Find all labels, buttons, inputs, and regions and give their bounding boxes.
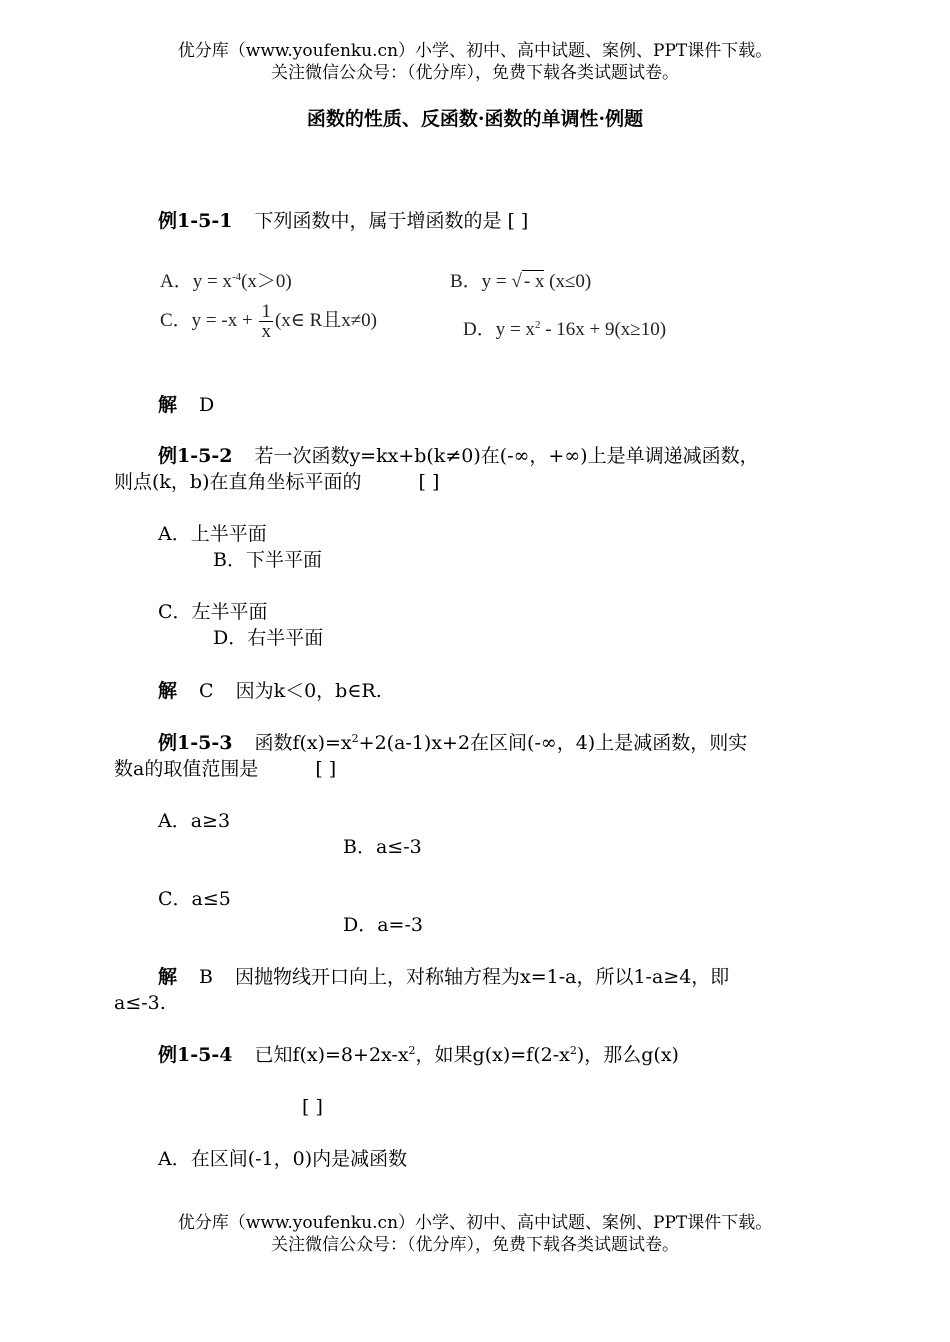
example-2-option-b: B．下半平面 [213, 549, 322, 571]
example-2-question-line-2: 则点(k，b)在直角坐标平面的 [ ] [114, 471, 440, 493]
footer-line-1: 优分库（www.youfenku.cn）小学、初中、高中试题、案例、PPT课件下载。 [177, 1213, 773, 1233]
page-title: 函数的性质、反函数·函数的单调性·例题 [306, 108, 644, 130]
example-3-option-a: A．a≥3 [158, 810, 231, 832]
header-line-1: 优分库（www.youfenku.cn）小学、初中、高中试题、案例、PPT课件下载。 [177, 41, 773, 61]
example-1-question [158, 208, 528, 234]
example-2-option-d: D．右半平面 [213, 627, 324, 649]
fraction: $\frac{1}{x}$ [261, 301, 271, 342]
example-1-label: 例1-5-1 [158, 210, 233, 232]
example-3-question-line-2: 数a的取值范围是 [ ] [114, 758, 337, 780]
example-1-option-c: C．y = -x + $\frac{1}{x}$ (x∈ R且x≠0) [160, 301, 378, 342]
example-1-option-a: A．$y = x^{-4}(x>0)$ [160, 271, 292, 292]
example-1-answer: 解 D [158, 394, 215, 416]
example-2-option-a: A．上半平面 [158, 523, 267, 545]
example-4-question: 例1-5-4 已知$f(x)=8+2x-x^2$，如果$g(x)=f(2-x^2)$，那么g(x) [158, 1044, 679, 1066]
example-3-answer-line-2: a≤-3. [114, 992, 166, 1014]
example-3-label: 例1-5-3 [158, 732, 233, 754]
header-line-2: 关注微信公众号：（优分库），免费下载各类试题试卷。 [271, 63, 679, 83]
footer-line-2: 关注微信公众号：（优分库），免费下载各类试题试卷。 [271, 1235, 679, 1255]
example-2-answer: 解 C 因为k＜0，b∈R. [158, 680, 382, 702]
example-2-label: 例1-5-2 [158, 445, 233, 467]
example-1-option-d: D．$y = x^2 - 16x + 9(x\ge 10)$ [463, 319, 667, 340]
example-3-option-d: D．a=-3 [343, 914, 423, 936]
example-3-option-b: B．a≤-3 [343, 836, 422, 858]
example-4-option-a: A．在区间(-1，0)内是减函数 [158, 1148, 408, 1170]
example-4-label: 例1-5-4 [158, 1044, 233, 1066]
example-1-question-text: 下列函数中，属于增函数的是 [ ] [254, 210, 529, 232]
example-3-answer: 解 B 因抛物线开口向上，对称轴方程为x=1-a，所以1-a≥4，即 [158, 966, 730, 988]
example-2-option-c: C．左半平面 [158, 601, 268, 623]
example-3-option-c: C．a≤5 [158, 888, 231, 910]
example-1-option-b: B．y = √ - x (x≤0) [450, 271, 592, 292]
example-2-question-line-1: 例1-5-2 若一次函数y=kx+b(k≠0)在(-∞，+∞)上是单调递减函数， [158, 445, 759, 467]
example-3-question-line-1: 例1-5-3 函数$f(x)=x^2+2(a-1)x+2$在区间(-∞，4)上是减函数，则实 [158, 732, 748, 754]
example-4-bracket: [ ] [302, 1096, 323, 1118]
